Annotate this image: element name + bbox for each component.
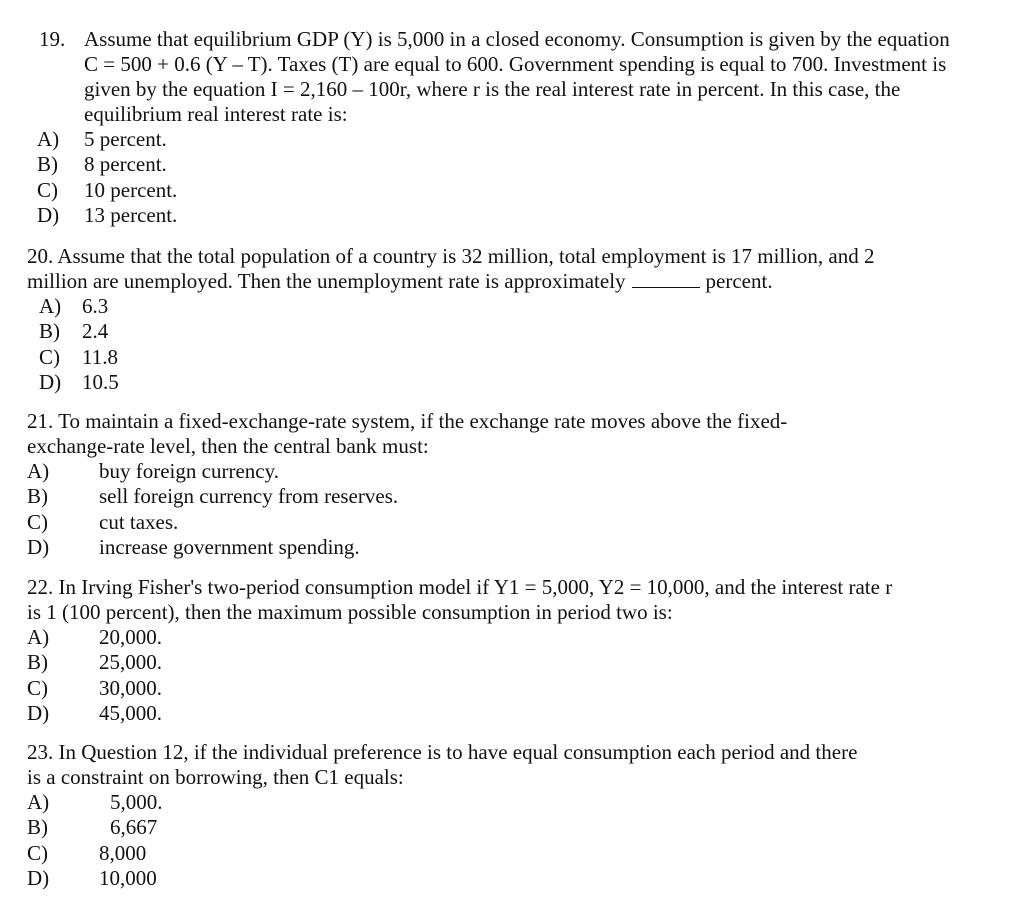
option-letter: A) — [27, 459, 50, 483]
option-letter: B) — [27, 815, 48, 840]
option-letter: B) — [27, 484, 48, 509]
answer-option-a[interactable] — [27, 625, 1017, 650]
option-text: 10 percent. — [84, 177, 178, 202]
option-letter: B) — [37, 152, 58, 177]
option-text: 5,000. — [110, 790, 163, 814]
option-letter: D) — [27, 865, 50, 890]
option-text: 6,667 — [110, 815, 158, 840]
question-text-before-blank: 20. Assume that the total population of a country is 32 million, total employment is 17 million, and 2 million are unemployed. Then the unemployment rate is approximately — [27, 244, 875, 293]
answer-options — [27, 625, 1017, 726]
option-text: buy foreign currency. — [99, 459, 279, 483]
option-text: 45,000. — [99, 700, 162, 725]
option-letter: C) — [27, 840, 48, 865]
option-letter: A) — [37, 127, 60, 151]
question-23 — [27, 740, 1017, 891]
answer-option-a[interactable] — [27, 790, 1017, 815]
option-text: cut taxes. — [99, 509, 179, 534]
answer-option-b[interactable] — [27, 484, 1017, 509]
option-text: sell foreign currency from reserves. — [99, 484, 399, 509]
answer-option-a[interactable] — [27, 294, 1017, 319]
question-text-after-blank: percent. — [705, 269, 773, 293]
answer-option-b[interactable] — [27, 319, 1017, 344]
answer-option-c[interactable] — [27, 178, 1017, 203]
option-letter: D) — [37, 202, 60, 227]
option-text: 20,000. — [99, 625, 162, 649]
answer-blank — [632, 269, 700, 288]
option-letter: D) — [39, 369, 62, 394]
answer-option-b[interactable] — [27, 815, 1017, 840]
option-letter: C) — [27, 509, 48, 534]
question-text — [27, 244, 887, 294]
answer-option-b[interactable] — [27, 152, 1017, 177]
option-text: 10.5 — [82, 369, 119, 394]
option-letter: C) — [27, 675, 48, 700]
answer-option-c[interactable] — [27, 841, 1017, 866]
question-stem — [27, 27, 1017, 127]
option-text: 10,000 — [99, 865, 157, 890]
answer-option-d[interactable] — [27, 203, 1017, 228]
option-text: 8 percent. — [84, 152, 167, 177]
option-letter: B) — [27, 650, 48, 675]
answer-option-a[interactable] — [27, 127, 1017, 152]
option-text: 25,000. — [99, 650, 162, 675]
answer-option-c[interactable] — [27, 510, 1017, 535]
option-text: 30,000. — [99, 675, 162, 700]
question-text: 23. In Question 12, if the individual preference is to have equal consumption each period and there is a constraint on borrowing, then C1 equals: — [27, 740, 858, 789]
answer-options — [27, 459, 1017, 560]
option-text: 6.3 — [82, 294, 109, 318]
option-letter: D) — [27, 700, 50, 725]
option-text: 11.8 — [82, 344, 118, 369]
option-letter: D) — [27, 534, 50, 559]
answer-option-a[interactable] — [27, 459, 1017, 484]
question-21 — [27, 409, 1017, 560]
question-20 — [27, 244, 1017, 395]
option-letter: C) — [39, 344, 60, 369]
option-text: 13 percent. — [84, 202, 178, 227]
answer-options — [27, 790, 1017, 891]
option-text: increase government spending. — [99, 534, 360, 559]
answer-options — [27, 294, 1017, 395]
option-letter: A) — [27, 625, 50, 649]
answer-option-d[interactable] — [27, 535, 1017, 560]
answer-option-c[interactable] — [27, 676, 1017, 701]
question-19 — [27, 27, 1017, 228]
answer-option-b[interactable] — [27, 650, 1017, 675]
option-letter: C) — [37, 177, 58, 202]
question-text: 21. To maintain a fixed-exchange-rate system, if the exchange rate moves above the fixed-exchange-rate level, then the central bank must: — [27, 409, 788, 458]
answer-option-c[interactable] — [27, 345, 1017, 370]
question-text: Assume that equilibrium GDP (Y) is 5,000 in a closed economy. Consumption is given by the equation C = 500 + 0.6 (Y – T). Taxes (T) are equal to 600. Government spending is equal to 700. Investment is given by the equation I = 2,160 – 100r, where r is the real interest rate in percent. In this case, the equilibrium real interest rate is: — [84, 27, 950, 126]
option-text: 5 percent. — [84, 127, 167, 151]
answer-options — [27, 127, 1017, 228]
answer-option-d[interactable] — [27, 701, 1017, 726]
option-letter: B) — [39, 319, 60, 344]
option-letter: A) — [39, 294, 62, 318]
question-text: 22. In Irving Fisher's two-period consumption model if Y1 = 5,000, Y2 = 10,000, and the interest rate r is 1 (100 percent), then the maximum possible consumption in period two is: — [27, 575, 893, 624]
answer-option-d[interactable] — [27, 866, 1017, 891]
option-text: 2.4 — [82, 319, 109, 344]
question-number: 19. — [39, 27, 66, 51]
answer-option-d[interactable] — [27, 370, 1017, 395]
option-text: 8,000 — [99, 840, 147, 865]
option-letter: A) — [27, 790, 50, 814]
question-22 — [27, 575, 1017, 726]
